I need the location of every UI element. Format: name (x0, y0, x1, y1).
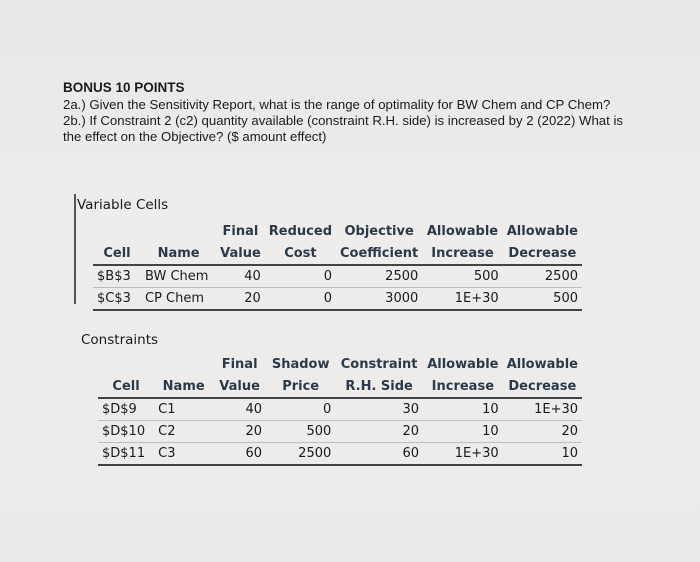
header-decrease: Decrease (503, 375, 582, 398)
header-cell (93, 220, 141, 242)
final-value: 20 (216, 288, 265, 311)
allowable-decrease: 500 (503, 288, 582, 311)
question-2a: 2a.) Given the Sensitivity Report, what is the range of optimality for BW Chem and CP Chem? (63, 97, 611, 112)
constraints-table (98, 353, 582, 466)
header-row-bottom (93, 242, 582, 265)
header-increase: Increase (422, 242, 502, 265)
header-reduced: Reduced (268, 223, 333, 239)
cell-ref: $B$3 (93, 265, 141, 288)
header-allowable-dec: Allowable (506, 223, 578, 239)
table-row (98, 443, 582, 466)
header-row-bottom (98, 375, 582, 398)
header-increase: Increase (423, 375, 503, 398)
constraints-title: Constraints (81, 332, 159, 348)
final-value: 40 (213, 398, 266, 421)
question-2b-line1: 2b.) If Constraint 2 (c2) quantity available (constraint R.H. side) is increased by 2 (2022) What is (63, 113, 623, 128)
shadow-price: 2500 (266, 443, 335, 466)
allowable-increase: 1E+30 (423, 443, 503, 466)
constraint-rhs: 20 (335, 421, 423, 443)
header-price: Price (266, 375, 335, 398)
header-value: Value (213, 375, 266, 398)
header-name: Name (154, 375, 213, 398)
selection-bar (74, 194, 76, 304)
allowable-decrease: 2500 (503, 265, 582, 288)
cell-name: CP Chem (141, 288, 216, 311)
sensitivity-report (67, 188, 582, 478)
header-allowable-inc: Allowable (427, 356, 499, 372)
allowable-decrease: 1E+30 (503, 398, 582, 421)
allowable-increase: 10 (423, 421, 503, 443)
variable-cells-table (93, 220, 582, 311)
header-cell (154, 353, 213, 375)
header-allowable-dec: Allowable (506, 356, 578, 372)
cell-name: BW Chem (141, 265, 216, 288)
allowable-increase: 1E+30 (422, 288, 502, 311)
header-constraint: Constraint (340, 356, 418, 372)
constraint-rhs: 60 (335, 443, 423, 466)
header-row-top (98, 353, 582, 375)
allowable-decrease: 20 (503, 421, 582, 443)
header-row-top (93, 220, 582, 242)
question-block (63, 80, 663, 145)
header-final: Final (222, 223, 259, 239)
variable-cells-title: Variable Cells (77, 197, 169, 213)
cell-name: C1 (154, 398, 213, 421)
header-cell: Cell (98, 375, 154, 398)
cell-name: C2 (154, 421, 213, 443)
table-row (93, 265, 582, 288)
cell-ref: $D$9 (98, 398, 154, 421)
header-coefficient: Coefficient (336, 242, 422, 265)
reduced-cost: 0 (265, 288, 336, 311)
header-cost: Cost (265, 242, 336, 265)
shadow-price: 500 (266, 421, 335, 443)
allowable-increase: 500 (422, 265, 502, 288)
cell-ref: $D$10 (98, 421, 154, 443)
header-decrease: Decrease (503, 242, 582, 265)
constraint-rhs: 30 (335, 398, 423, 421)
reduced-cost: 0 (265, 265, 336, 288)
header-allowable-inc: Allowable (426, 223, 499, 239)
cell-ref: $D$11 (98, 443, 154, 466)
header-cell (98, 353, 154, 375)
shadow-price: 0 (266, 398, 335, 421)
question-2b-line2: the effect on the Objective? ($ amount effect) (63, 129, 327, 144)
final-value: 40 (216, 265, 265, 288)
header-objective: Objective (344, 223, 414, 239)
objective-coefficient: 3000 (336, 288, 422, 311)
bonus-heading: BONUS 10 POINTS (63, 80, 185, 95)
final-value: 20 (213, 421, 266, 443)
header-shadow: Shadow (271, 356, 330, 372)
allowable-decrease: 10 (503, 443, 582, 466)
objective-coefficient: 2500 (336, 265, 422, 288)
header-name: Name (141, 242, 216, 265)
header-value: Value (216, 242, 265, 265)
header-cell: Cell (93, 242, 141, 265)
table-row (98, 421, 582, 443)
allowable-increase: 10 (423, 398, 503, 421)
header-final: Final (221, 356, 258, 372)
cell-ref: $C$3 (93, 288, 141, 311)
header-cell (141, 220, 216, 242)
header-rhs: R.H. Side (335, 375, 423, 398)
cell-name: C3 (154, 443, 213, 466)
table-row (93, 288, 582, 311)
table-row (98, 398, 582, 421)
final-value: 60 (213, 443, 266, 466)
